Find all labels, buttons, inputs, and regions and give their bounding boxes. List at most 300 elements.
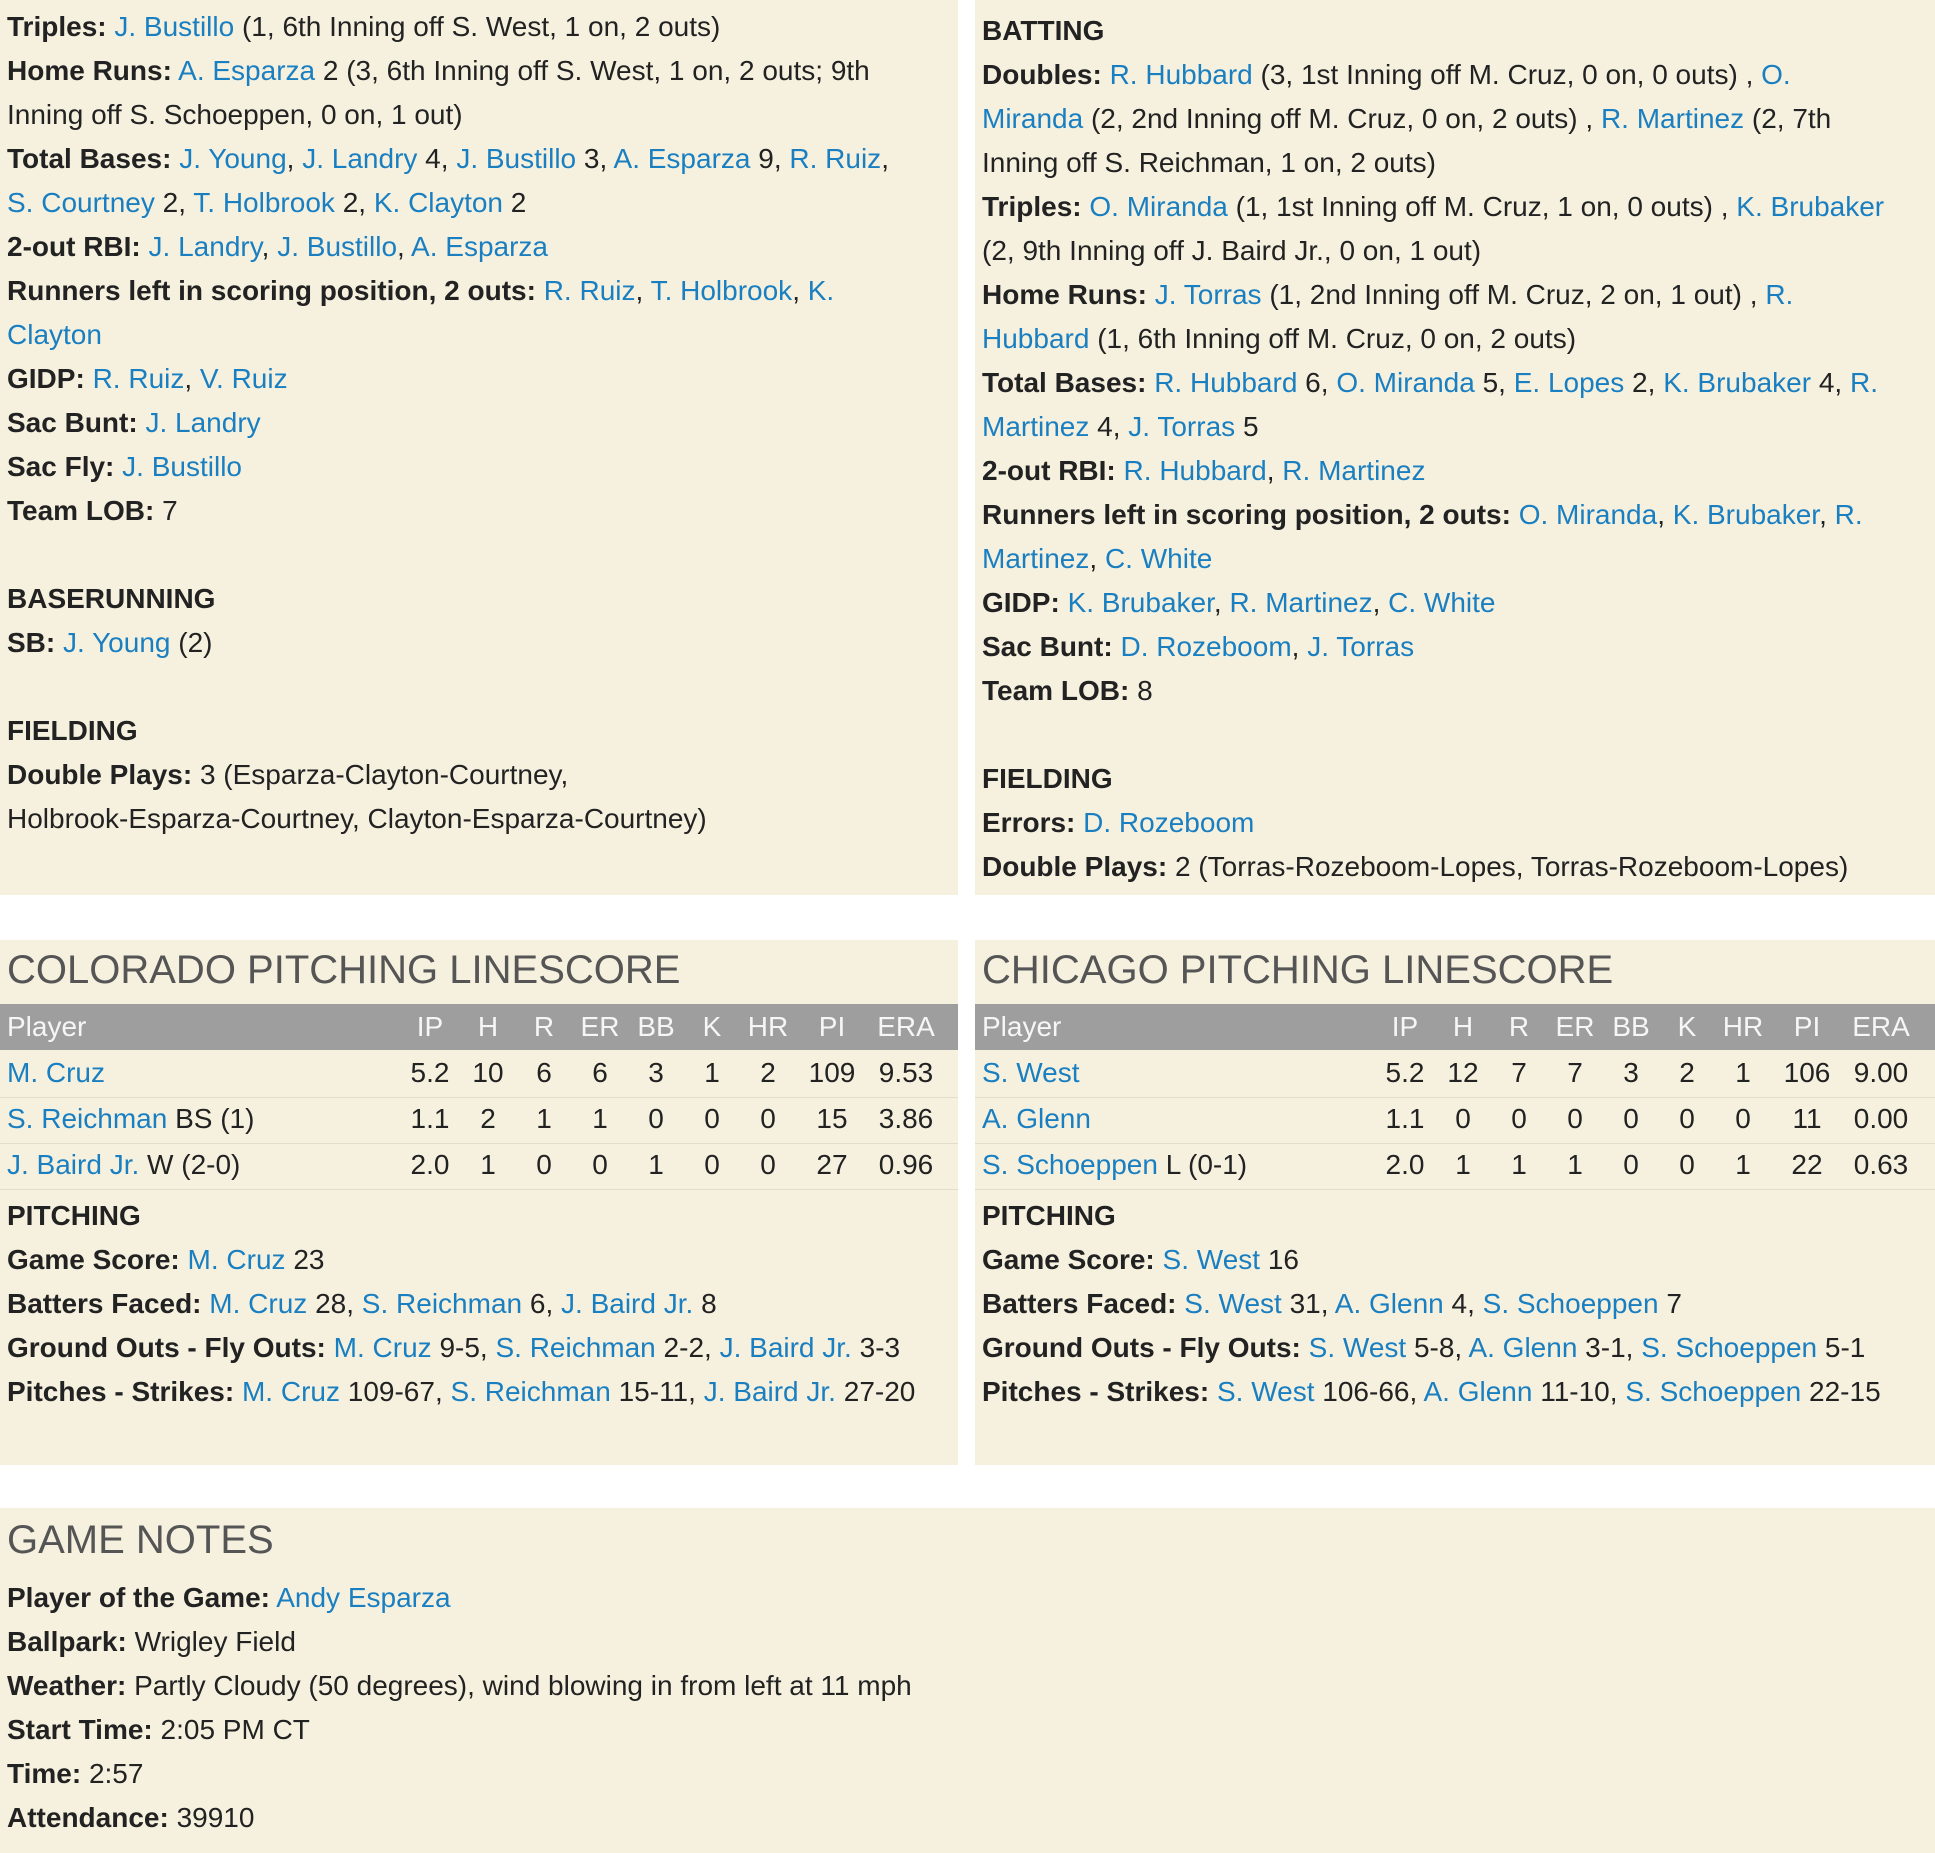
gidp-line: GIDP: K. Brubaker, R. Martinez, C. White bbox=[982, 587, 1496, 618]
stat-hr: 0 bbox=[760, 1149, 776, 1180]
stat-r: 1 bbox=[536, 1103, 552, 1134]
time-line bbox=[7, 1752, 143, 1796]
stat-pi: 22 bbox=[1791, 1149, 1823, 1180]
player-link[interactable]: J. Bustillo bbox=[277, 231, 398, 262]
doubles-line bbox=[982, 53, 1791, 97]
player-link[interactable]: M. Cruz bbox=[7, 1057, 105, 1088]
two-out-rbi-line: 2-out RBI: R. Hubbard, R. Martinez bbox=[982, 455, 1426, 486]
double-plays-line bbox=[982, 845, 1848, 889]
colorado-stats-panel bbox=[0, 0, 958, 895]
pitcher-cell bbox=[7, 1096, 254, 1142]
stat-label: Ground Outs - Fly Outs: bbox=[7, 1332, 326, 1363]
note-value: 2:05 PM CT bbox=[160, 1714, 310, 1745]
player-link[interactable]: R. bbox=[1849, 367, 1878, 398]
stat-bb: 3 bbox=[1623, 1057, 1639, 1088]
player-link[interactable]: S. West bbox=[1308, 1332, 1407, 1363]
stat-label: Total Bases: bbox=[982, 367, 1147, 398]
stat-er: 0 bbox=[1567, 1103, 1583, 1134]
player-link[interactable]: R. Martinez bbox=[1600, 103, 1745, 134]
batters-faced-line bbox=[7, 1282, 717, 1326]
triples-line bbox=[982, 185, 1884, 229]
stat-label: Home Runs: bbox=[982, 279, 1147, 310]
stat-text: (1, 2nd Inning off M. Cruz, 2 on, 1 out) , bbox=[1269, 279, 1758, 310]
col-ip: IP bbox=[416, 1011, 444, 1042]
col-r: R bbox=[1508, 1011, 1530, 1042]
game-notes-panel bbox=[0, 1508, 1935, 1853]
col-pi: PI bbox=[1793, 1011, 1821, 1042]
col-k: K bbox=[702, 1011, 722, 1042]
player-link[interactable]: J. Young bbox=[63, 627, 171, 658]
player-link[interactable]: C. White bbox=[1388, 587, 1496, 618]
player-link[interactable]: D. Rozeboom bbox=[1120, 631, 1292, 662]
sac-fly-line bbox=[7, 445, 242, 489]
stat-value: 15-11, bbox=[618, 1376, 696, 1407]
risp-line: Runners left in scoring position, 2 outs: O. Miranda, K. Brubaker, R. bbox=[982, 499, 1863, 530]
stat-ip: 5.2 bbox=[410, 1057, 450, 1088]
stat-value: 16 bbox=[1267, 1244, 1299, 1275]
stat-pi: 15 bbox=[816, 1103, 848, 1134]
stat-text: (2, 2nd Inning off M. Cruz, 0 on, 2 outs) , bbox=[1090, 103, 1594, 134]
triples-line-2 bbox=[982, 229, 1481, 273]
player-link[interactable]: S. Reichman bbox=[495, 1332, 656, 1363]
stat-bb: 0 bbox=[1623, 1103, 1639, 1134]
stat-era: 9.53 bbox=[878, 1057, 934, 1088]
pitches-strikes-line bbox=[982, 1370, 1881, 1414]
decision-note: L (0-1) bbox=[1165, 1149, 1248, 1180]
doubles-line-3 bbox=[982, 141, 1436, 185]
player-link[interactable]: T. Holbrook bbox=[193, 187, 335, 218]
stat-h: 1 bbox=[480, 1149, 496, 1180]
player-link[interactable]: R. Hubbard bbox=[1109, 59, 1253, 90]
player-link[interactable]: A. Esparza bbox=[613, 143, 751, 174]
player-link[interactable]: D. Rozeboom bbox=[1083, 807, 1255, 838]
note-label: Attendance: bbox=[7, 1802, 169, 1833]
stat-value: 4, bbox=[1818, 367, 1843, 398]
baserunning-header: BASERUNNING bbox=[7, 583, 216, 614]
total-bases-line-2 bbox=[982, 405, 1259, 449]
total-bases-line-2 bbox=[7, 181, 526, 225]
chicago-pitching-panel bbox=[975, 940, 1935, 1465]
player-link[interactable]: J. Young bbox=[179, 143, 287, 174]
player-link[interactable]: J. Torras bbox=[1154, 279, 1262, 310]
stat-value: 106-66, bbox=[1322, 1376, 1418, 1407]
player-link[interactable]: S. West bbox=[982, 1057, 1080, 1088]
doubles-line-2 bbox=[982, 97, 1831, 141]
stat-text: Inning off S. Reichman, 1 on, 2 outs) bbox=[982, 147, 1436, 178]
stat-value: 3-1, bbox=[1585, 1332, 1634, 1363]
stat-bb: 3 bbox=[648, 1057, 664, 1088]
player-link[interactable]: K. bbox=[807, 275, 835, 306]
col-er: ER bbox=[580, 1011, 620, 1042]
note-value: Partly Cloudy (50 degrees), wind blowing in from left at 11 mph bbox=[134, 1670, 912, 1701]
row-divider bbox=[0, 1189, 958, 1190]
player-link[interactable]: J. Baird Jr. bbox=[719, 1332, 852, 1363]
player-link[interactable]: A. Esparza bbox=[178, 55, 316, 86]
stat-value: 5, bbox=[1482, 367, 1506, 398]
gidp-line: GIDP: R. Ruiz, V. Ruiz bbox=[7, 363, 288, 394]
note-label: Weather: bbox=[7, 1670, 127, 1701]
player-link[interactable]: O. Miranda bbox=[1089, 191, 1228, 222]
stat-pi: 109 bbox=[808, 1057, 856, 1088]
player-link[interactable]: J. Landry bbox=[145, 407, 261, 438]
stat-label: Batters Faced: bbox=[982, 1288, 1177, 1319]
col-h: H bbox=[477, 1011, 499, 1042]
stat-label: GIDP: bbox=[7, 363, 85, 394]
player-link[interactable]: E. Lopes bbox=[1513, 367, 1625, 398]
player-link[interactable]: V. Ruiz bbox=[199, 363, 288, 394]
game-score-line bbox=[982, 1238, 1299, 1282]
stat-k: 0 bbox=[704, 1103, 720, 1134]
stat-label: Pitches - Strikes: bbox=[7, 1376, 235, 1407]
player-link[interactable]: J. Bustillo bbox=[114, 11, 235, 42]
stat-text: Holbrook-Esparza-Courtney, Clayton-Esparza-Courtney) bbox=[7, 803, 707, 834]
stat-er: 1 bbox=[592, 1103, 608, 1134]
stat-era: 0.63 bbox=[1853, 1149, 1909, 1180]
player-link[interactable]: S. Schoeppen bbox=[1625, 1376, 1802, 1407]
stat-k: 0 bbox=[1679, 1103, 1695, 1134]
stat-value: 11-10, bbox=[1540, 1376, 1618, 1407]
col-ip: IP bbox=[1391, 1011, 1419, 1042]
row-divider bbox=[975, 1189, 1935, 1190]
risp-line-2: Martinez, C. White bbox=[982, 543, 1213, 574]
colorado-pitching-title: COLORADO PITCHING LINESCORE bbox=[7, 948, 681, 992]
stat-label: GIDP: bbox=[982, 587, 1060, 618]
stat-era: 0.96 bbox=[878, 1149, 934, 1180]
note-label: Time: bbox=[7, 1758, 82, 1789]
col-pi: PI bbox=[818, 1011, 846, 1042]
stat-label: Pitches - Strikes: bbox=[982, 1376, 1210, 1407]
stat-value: 4, bbox=[425, 143, 449, 174]
player-link[interactable]: A. Glenn bbox=[1468, 1332, 1578, 1363]
player-link[interactable]: T. Holbrook bbox=[650, 275, 793, 306]
stat-hr: 1 bbox=[1735, 1149, 1751, 1180]
player-link[interactable]: O. bbox=[1761, 59, 1791, 90]
stat-era: 3.86 bbox=[878, 1103, 934, 1134]
home-runs-line bbox=[7, 49, 870, 93]
player-link[interactable]: C. White bbox=[1104, 543, 1213, 574]
player-link[interactable]: S. Schoeppen bbox=[1641, 1332, 1818, 1363]
player-link[interactable]: S. Reichman bbox=[7, 1103, 168, 1134]
player-link[interactable]: K. Brubaker bbox=[1736, 191, 1885, 222]
stat-text: 2 (3, 6th Inning off S. West, 1 on, 2 outs; 9th bbox=[322, 55, 870, 86]
note-label: Ballpark: bbox=[7, 1626, 127, 1657]
player-link[interactable]: R. Ruiz bbox=[789, 143, 882, 174]
fielding-header: FIELDING bbox=[982, 763, 1113, 794]
go-fo-line bbox=[7, 1326, 900, 1370]
risp-line-2 bbox=[7, 313, 102, 357]
stat-label: Team LOB: bbox=[7, 495, 155, 526]
stat-label: Doubles: bbox=[982, 59, 1102, 90]
stat-value: 8 bbox=[1137, 675, 1153, 706]
stat-value: 7 bbox=[1666, 1288, 1682, 1319]
fielding-header: FIELDING bbox=[7, 715, 138, 746]
stat-value: 6, bbox=[529, 1288, 554, 1319]
stat-label: Sac Bunt: bbox=[7, 407, 138, 438]
stat-k: 1 bbox=[704, 1057, 720, 1088]
home-runs-line-2 bbox=[982, 317, 1576, 361]
col-hr: HR bbox=[1722, 1011, 1764, 1042]
note-label: Player of the Game: bbox=[7, 1582, 270, 1613]
stat-label: Errors: bbox=[982, 807, 1076, 838]
stat-hr: 0 bbox=[760, 1103, 776, 1134]
risp-line: Runners left in scoring position, 2 outs: R. Ruiz, T. Holbrook, K. bbox=[7, 275, 835, 306]
decision-note: BS (1) bbox=[175, 1103, 255, 1134]
pitcher-cell bbox=[7, 1142, 240, 1188]
pitching-header: PITCHING bbox=[982, 1200, 1116, 1231]
col-er: ER bbox=[1555, 1011, 1595, 1042]
player-link[interactable]: K. Brubaker bbox=[1067, 587, 1214, 618]
player-link[interactable]: A. Glenn bbox=[1423, 1376, 1533, 1407]
stat-value: 9-5, bbox=[439, 1332, 488, 1363]
stat-er: 0 bbox=[592, 1149, 608, 1180]
player-link[interactable]: S. Reichman bbox=[361, 1288, 523, 1319]
player-link[interactable]: M. Cruz bbox=[209, 1288, 308, 1319]
stat-text: (1, 6th Inning off M. Cruz, 0 on, 2 outs) bbox=[1097, 323, 1577, 354]
errors-line bbox=[982, 801, 1254, 845]
double-plays-line-2 bbox=[7, 797, 707, 841]
stat-pi: 11 bbox=[1792, 1103, 1822, 1134]
stat-value: 3, bbox=[583, 143, 608, 174]
stat-value: 2 bbox=[510, 187, 527, 218]
stat-k: 0 bbox=[704, 1149, 720, 1180]
pitching-header: PITCHING bbox=[7, 1200, 141, 1231]
stat-bb: 0 bbox=[1623, 1149, 1639, 1180]
stat-r: 6 bbox=[536, 1057, 552, 1088]
stat-value: 7 bbox=[162, 495, 178, 526]
stat-h: 10 bbox=[472, 1057, 504, 1088]
stat-k: 2 bbox=[1679, 1057, 1695, 1088]
stat-label: Sac Fly: bbox=[7, 451, 115, 482]
player-link[interactable]: R. Hubbard bbox=[1154, 367, 1298, 398]
stat-value: 5 bbox=[1242, 411, 1259, 442]
stat-text: (3, 1st Inning off M. Cruz, 0 on, 0 outs) , bbox=[1260, 59, 1754, 90]
note-value: Wrigley Field bbox=[134, 1626, 296, 1657]
player-link[interactable]: J. Bustillo bbox=[456, 143, 577, 174]
col-era: ERA bbox=[877, 1011, 935, 1042]
stat-label: Total Bases: bbox=[7, 143, 172, 174]
player-link[interactable]: J. Baird Jr. bbox=[7, 1149, 140, 1180]
pitcher-cell bbox=[982, 1142, 1247, 1188]
stat-label: Ground Outs - Fly Outs: bbox=[982, 1332, 1301, 1363]
stat-hr: 2 bbox=[760, 1057, 776, 1088]
stat-label: Sac Bunt: bbox=[982, 631, 1113, 662]
stat-value: 5-8, bbox=[1413, 1332, 1463, 1363]
stat-value: 109-67, bbox=[347, 1376, 443, 1407]
player-link[interactable]: R. Ruiz bbox=[92, 363, 185, 394]
stat-label: Runners left in scoring position, 2 outs: bbox=[982, 499, 1511, 530]
stat-text: 3 (Esparza-Clayton-Courtney, bbox=[199, 759, 569, 790]
stat-er: 6 bbox=[592, 1057, 608, 1088]
player-link[interactable]: S. West bbox=[1184, 1288, 1282, 1319]
player-link[interactable]: S. Reichman bbox=[450, 1376, 611, 1407]
stat-value: 2, bbox=[162, 187, 186, 218]
player-link[interactable]: O. Miranda bbox=[1518, 499, 1658, 530]
player-link[interactable]: J. Baird Jr. bbox=[561, 1288, 694, 1319]
stat-value: 27-20 bbox=[843, 1376, 916, 1407]
pitching-table-header bbox=[0, 1004, 958, 1050]
stat-hr: 1 bbox=[1735, 1057, 1751, 1088]
player-link[interactable]: R. Martinez bbox=[1282, 455, 1426, 486]
ballpark-line bbox=[7, 1620, 296, 1664]
pitches-strikes-line bbox=[7, 1370, 915, 1414]
col-player: Player bbox=[7, 1011, 87, 1042]
pitcher-cell bbox=[982, 1050, 1080, 1096]
stat-label: Double Plays: bbox=[7, 759, 193, 790]
stat-h: 12 bbox=[1447, 1057, 1479, 1088]
stat-value: 28, bbox=[315, 1288, 355, 1319]
stat-era: 9.00 bbox=[1853, 1057, 1909, 1088]
col-era: ERA bbox=[1852, 1011, 1910, 1042]
player-link[interactable]: A. Esparza bbox=[411, 231, 548, 262]
sac-bunt-line: Sac Bunt: D. Rozeboom, J. Torras bbox=[982, 631, 1415, 662]
stat-r: 0 bbox=[1511, 1103, 1527, 1134]
double-plays-line bbox=[7, 753, 568, 797]
stat-label: Game Score: bbox=[7, 1244, 180, 1275]
player-link[interactable]: J. Baird Jr. bbox=[703, 1376, 836, 1407]
chicago-pitching-title: CHICAGO PITCHING LINESCORE bbox=[982, 948, 1614, 992]
stat-label: 2-out RBI: bbox=[982, 455, 1116, 486]
go-fo-line bbox=[982, 1326, 1865, 1370]
sac-bunt-line bbox=[7, 401, 261, 445]
col-bb: BB bbox=[637, 1011, 675, 1042]
game-notes-title: GAME NOTES bbox=[7, 1518, 274, 1562]
stat-label: 2-out RBI: bbox=[7, 231, 141, 262]
stat-hr: 0 bbox=[1735, 1103, 1751, 1134]
stat-value: 6, bbox=[1305, 367, 1329, 398]
col-k: K bbox=[1677, 1011, 1697, 1042]
weather-line bbox=[7, 1664, 912, 1708]
stat-label: Double Plays: bbox=[982, 851, 1168, 882]
player-link[interactable]: M. Cruz bbox=[241, 1376, 340, 1407]
player-link[interactable]: Clayton bbox=[7, 319, 102, 350]
player-link[interactable]: J. Bustillo bbox=[122, 451, 242, 482]
stat-value: 9, bbox=[758, 143, 782, 174]
player-link[interactable]: A. Glenn bbox=[1334, 1288, 1444, 1319]
player-link[interactable]: S. West bbox=[1162, 1244, 1261, 1275]
stat-value: 23 bbox=[293, 1244, 325, 1275]
stat-h: 1 bbox=[1455, 1149, 1471, 1180]
stat-value: 22-15 bbox=[1809, 1376, 1881, 1407]
stat-label: Triples: bbox=[982, 191, 1082, 222]
stat-r: 1 bbox=[1511, 1149, 1527, 1180]
stat-label: Home Runs: bbox=[7, 55, 172, 86]
stat-text: (2) bbox=[178, 627, 213, 658]
home-runs-line bbox=[982, 273, 1793, 317]
colorado-pitching-panel bbox=[0, 940, 958, 1465]
player-link[interactable]: J. Landry bbox=[148, 231, 262, 262]
player-link[interactable]: R. Hubbard bbox=[1123, 455, 1267, 486]
player-link[interactable]: S. Courtney bbox=[7, 187, 155, 218]
stat-ip: 5.2 bbox=[1385, 1057, 1425, 1088]
player-link[interactable]: R. Ruiz bbox=[543, 275, 636, 306]
home-runs-line-2 bbox=[7, 93, 463, 137]
stat-value: 2-2, bbox=[663, 1332, 712, 1363]
start-time-line bbox=[7, 1708, 310, 1752]
stat-label: SB: bbox=[7, 627, 56, 658]
stat-text: (2, 9th Inning off J. Baird Jr., 0 on, 1 out) bbox=[982, 235, 1482, 266]
player-link[interactable]: Andy Esparza bbox=[276, 1582, 451, 1613]
player-link[interactable]: Hubbard bbox=[982, 323, 1090, 354]
stat-text: (2, 7th bbox=[1751, 103, 1832, 134]
player-link[interactable]: Martinez bbox=[982, 411, 1090, 442]
stat-bb: 1 bbox=[648, 1149, 664, 1180]
stat-er: 7 bbox=[1567, 1057, 1583, 1088]
player-link[interactable]: J. Torras bbox=[1307, 631, 1415, 662]
player-link[interactable]: J. Torras bbox=[1128, 411, 1236, 442]
player-link[interactable]: S. Schoeppen bbox=[982, 1149, 1158, 1180]
player-link[interactable]: S. Schoeppen bbox=[1482, 1288, 1659, 1319]
stat-value: 4, bbox=[1097, 411, 1121, 442]
stat-label: Team LOB: bbox=[982, 675, 1130, 706]
stat-text: 2 (Torras-Rozeboom-Lopes, Torras-Rozeboom-Lopes) bbox=[1174, 851, 1849, 882]
pitching-table-header bbox=[975, 1004, 1935, 1050]
stat-value: 2, bbox=[342, 187, 367, 218]
stat-value: 2, bbox=[1632, 367, 1656, 398]
player-link[interactable]: S. West bbox=[1216, 1376, 1315, 1407]
stat-h: 0 bbox=[1455, 1103, 1471, 1134]
player-link[interactable]: Miranda bbox=[982, 103, 1084, 134]
stat-ip: 1.1 bbox=[410, 1103, 450, 1134]
stat-label: Triples: bbox=[7, 11, 107, 42]
team-lob-line bbox=[982, 669, 1153, 713]
stat-text: Inning off S. Schoeppen, 0 on, 1 out) bbox=[7, 99, 463, 130]
two-out-rbi-line: 2-out RBI: J. Landry, J. Bustillo, A. Esparza bbox=[7, 231, 548, 262]
batting-header: BATTING bbox=[982, 15, 1105, 46]
player-link[interactable]: M. Cruz bbox=[187, 1244, 286, 1275]
pitcher-cell bbox=[7, 1050, 105, 1096]
game-score-line bbox=[7, 1238, 324, 1282]
stat-value: 31, bbox=[1289, 1288, 1329, 1319]
player-link[interactable]: K. Brubaker bbox=[1663, 367, 1812, 398]
stat-bb: 0 bbox=[648, 1103, 664, 1134]
stat-r: 0 bbox=[536, 1149, 552, 1180]
player-link[interactable]: K. Clayton bbox=[373, 187, 503, 218]
col-h: H bbox=[1452, 1011, 1474, 1042]
player-link[interactable]: Martinez bbox=[982, 543, 1090, 574]
player-link[interactable]: K. Brubaker bbox=[1672, 499, 1820, 530]
player-link[interactable]: R. bbox=[1765, 279, 1794, 310]
note-label: Start Time: bbox=[7, 1714, 153, 1745]
stat-pi: 27 bbox=[816, 1149, 848, 1180]
player-link[interactable]: O. Miranda bbox=[1336, 367, 1475, 398]
stat-value: 8 bbox=[701, 1288, 717, 1319]
stat-text: (1, 1st Inning off M. Cruz, 1 on, 0 outs) , bbox=[1235, 191, 1729, 222]
decision-note: W (2-0) bbox=[147, 1149, 241, 1180]
player-link[interactable]: M. Cruz bbox=[333, 1332, 432, 1363]
player-link[interactable]: J. Landry bbox=[302, 143, 418, 174]
player-of-game-line bbox=[7, 1576, 451, 1620]
stat-era: 0.00 bbox=[1853, 1103, 1909, 1134]
player-link[interactable]: R. bbox=[1834, 499, 1863, 530]
stat-ip: 2.0 bbox=[410, 1149, 450, 1180]
stat-value: 5-1 bbox=[1824, 1332, 1866, 1363]
col-hr: HR bbox=[747, 1011, 789, 1042]
stat-label: Runners left in scoring position, 2 outs: bbox=[7, 275, 536, 306]
chicago-stats-panel bbox=[975, 0, 1935, 895]
player-link[interactable]: R. Martinez bbox=[1229, 587, 1373, 618]
sb-line bbox=[7, 621, 212, 665]
stat-value: 3-3 bbox=[859, 1332, 901, 1363]
stat-label: Batters Faced: bbox=[7, 1288, 202, 1319]
note-value: 2:57 bbox=[88, 1758, 144, 1789]
stat-h: 2 bbox=[480, 1103, 496, 1134]
player-link[interactable]: A. Glenn bbox=[982, 1103, 1091, 1134]
stat-er: 1 bbox=[1567, 1149, 1583, 1180]
stat-value: 4, bbox=[1451, 1288, 1475, 1319]
stat-text: (1, 6th Inning off S. West, 1 on, 2 outs) bbox=[241, 11, 721, 42]
stat-r: 7 bbox=[1511, 1057, 1527, 1088]
stat-label: Game Score: bbox=[982, 1244, 1155, 1275]
